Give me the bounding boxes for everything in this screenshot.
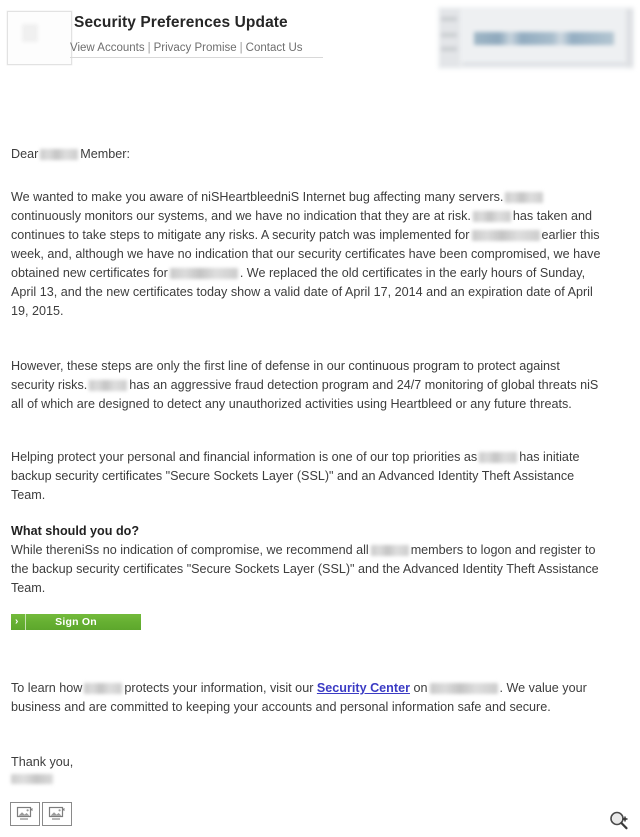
salutation — [11, 145, 601, 164]
signature-block — [11, 774, 601, 784]
redacted-domain-1 — [472, 230, 540, 241]
broken-image-icon-1[interactable] — [10, 802, 40, 826]
paragraph-1-part-a: We wanted to make you aware of niSHeartbleedniS Internet bug affecting many servers. — [11, 190, 504, 204]
paragraph-1 — [11, 188, 601, 321]
paragraph-2 — [11, 357, 601, 414]
nav-link-privacy-promise[interactable]: Privacy Promise — [153, 42, 237, 54]
bank-logo-placeholder — [7, 11, 72, 65]
logo-glyph-icon — [22, 24, 38, 42]
paragraph-1-part-d: earlier this week, and, although we have no indication that our security certificates have been compromised, we have obtained new certificates for — [11, 228, 601, 280]
heading-what-should-you-do: What should you do? — [11, 524, 140, 538]
sign-on-divider — [25, 614, 26, 630]
redacted-brand-4 — [89, 380, 127, 391]
banner-baseline — [462, 63, 627, 65]
banner-right-edge — [626, 9, 633, 67]
closing-text: Thank you, — [11, 755, 74, 769]
paragraph-4-part-b: members to logon and register to the backup security certificates "Secure Sockets Layer (SSL)" and the Advanced Identity Theft Assistance Team. — [11, 543, 599, 595]
redacted-domain-2 — [170, 268, 238, 279]
redacted-banner-image — [438, 7, 634, 69]
banner-tick-2 — [441, 33, 457, 37]
paragraph-4 — [11, 541, 601, 598]
redacted-brand-2 — [505, 192, 543, 203]
chevron-right-icon: › — [15, 616, 19, 627]
redacted-domain-3 — [430, 683, 498, 694]
nav-link-view-accounts[interactable]: View Accounts — [70, 42, 145, 54]
sign-on-button[interactable] — [11, 614, 141, 630]
redacted-signature — [11, 774, 53, 784]
banner-tick-1 — [441, 17, 457, 21]
paragraph-5-part-a: To learn how — [11, 681, 83, 695]
page-title: Security Preferences Update — [74, 14, 288, 31]
redacted-brand-5 — [479, 452, 517, 463]
paragraph-5 — [11, 679, 601, 717]
paragraph-5-part-b: protects your information, visit our — [124, 681, 314, 695]
broken-image-glyph-1 — [16, 806, 34, 822]
salutation-post: Member: — [80, 147, 130, 161]
paragraph-3-part-a: Helping protect your personal and financial information is one of our top priorities as — [11, 450, 478, 464]
redacted-brand-6 — [371, 545, 409, 556]
paragraph-4-part-a: While thereniSs no indication of compromise, we recommend all — [11, 543, 369, 557]
sign-on-label: Sign On — [55, 616, 97, 628]
broken-image-icon-2[interactable] — [42, 802, 72, 826]
salutation-pre: Dear — [11, 147, 39, 161]
redacted-brand-3 — [473, 211, 511, 222]
paragraph-1-part-c: has taken and continues to take steps to mitigate any risks. A security patch was implemented for — [11, 209, 593, 242]
magnifier-icon — [608, 810, 632, 832]
footer-broken-images — [10, 802, 74, 826]
header-divider — [70, 57, 323, 58]
nav-link-contact-us[interactable]: Contact Us — [245, 42, 303, 54]
broken-image-glyph-2 — [48, 806, 66, 822]
header-nav — [70, 42, 303, 54]
banner-tick-3 — [441, 47, 457, 51]
paragraph-3 — [11, 448, 601, 505]
paragraph-5-part-d: . We value your business and are committed to keeping your accounts and personal information safe and secure. — [11, 681, 587, 714]
zoom-in-cursor — [608, 810, 632, 832]
email-header — [0, 0, 640, 80]
paragraph-1-part-b: continuously monitors our systems, and we have no indication that they are at risk. — [11, 209, 471, 223]
paragraph-2-part-a: However, these steps are only the first line of defense in our continuous program to protect against security risks. — [11, 359, 560, 392]
paragraph-1-part-e: . We replaced the old certificates in the early hours of Sunday, April 13, and the new certificates today show a valid date of April 17, 2014 and an expiration date of April 19, 2015. — [11, 266, 593, 318]
paragraph-5-part-c: on — [413, 681, 428, 695]
nav-separator-2: | — [239, 42, 243, 54]
banner-redacted-text — [474, 32, 614, 45]
paragraph-2-part-b: has an aggressive fraud detection program and 24/7 monitoring of global threats niS all of which are designed to detect any unauthorized activities using Heartbleed or any future threats. — [11, 378, 599, 411]
security-center-link[interactable]: Security Center — [316, 681, 410, 695]
nav-separator-1: | — [147, 42, 151, 54]
redacted-brand-1 — [40, 149, 78, 160]
redacted-brand-7 — [84, 683, 122, 694]
paragraph-3-part-b: has initiate backup security certificates "Secure Sockets Layer (SSL)" and an Advanced Identity Theft Assistance Team. — [11, 450, 580, 502]
